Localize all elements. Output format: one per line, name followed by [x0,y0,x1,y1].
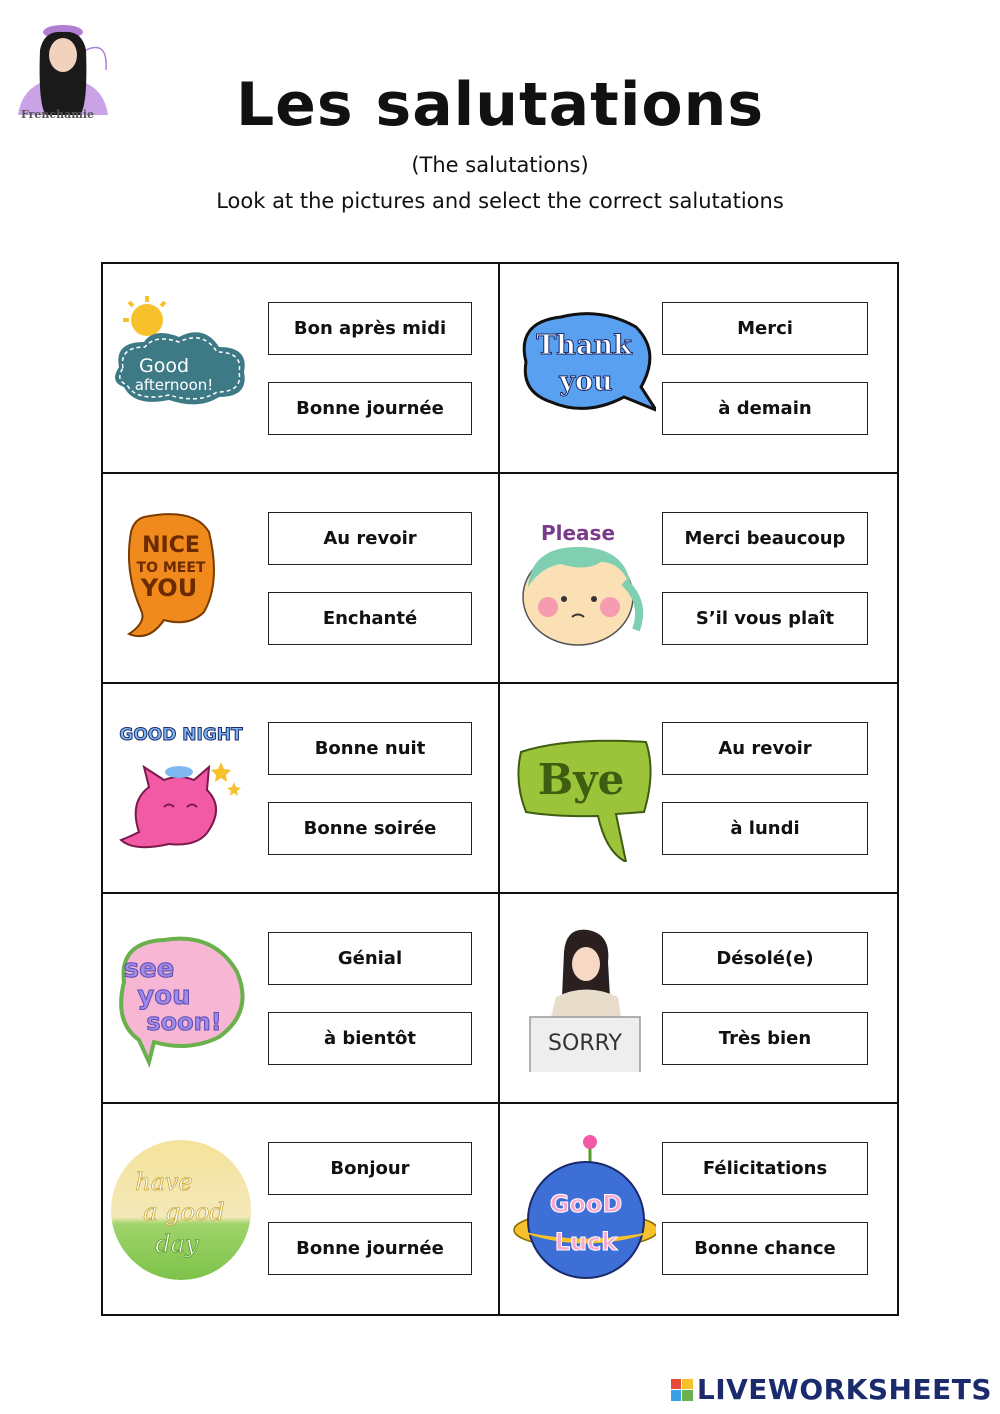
answer-option[interactable]: à demain [662,382,868,435]
sticker-text: Thank [536,330,632,361]
good-afternoon-sticker [109,292,259,442]
bye-sticker [506,712,656,862]
good-night-sticker [109,712,259,862]
sticker-text: YOU [140,574,198,602]
answer-option[interactable]: Bonne chance [662,1222,868,1275]
exercise-cell [103,474,500,684]
sticker-text: Please [540,521,616,545]
answer-option[interactable]: Félicitations [662,1142,868,1195]
answer-option[interactable]: Bon après midi [268,302,472,355]
see-you-soon-sticker [109,922,259,1072]
answer-option[interactable]: Génial [268,932,472,985]
have-a-good-day-sticker [109,1132,259,1282]
exercise-cell [103,264,500,474]
please-sticker [506,502,656,652]
good-luck-sticker [506,1132,656,1282]
sticker-text: Good [138,355,190,377]
answer-option[interactable]: Merci [662,302,868,355]
exercise-grid [101,262,899,1316]
sticker-text: SORRY [548,1031,622,1056]
sticker-text: GOOD NIGHT [119,725,243,745]
sticker-text: you [559,366,613,397]
sticker-text: afternoon! [134,376,214,394]
answer-option[interactable]: Merci beaucoup [662,512,868,565]
sticker-text: TO MEET [136,560,206,576]
sticker-text: Bye [537,755,625,804]
page-title: Les salutations [235,70,765,140]
sticker-text: a good [143,1198,225,1226]
answer-option[interactable]: Bonne nuit [268,722,472,775]
sorry-sticker [506,922,656,1072]
answer-option[interactable]: Au revoir [662,722,868,775]
exercise-cell [500,264,897,474]
answer-option[interactable]: à lundi [662,802,868,855]
answer-option[interactable]: S’il vous plaît [662,592,868,645]
answer-option[interactable]: Bonne journée [268,1222,472,1275]
answer-option[interactable]: Bonjour [268,1142,472,1195]
answer-option[interactable]: Enchanté [268,592,472,645]
thank-you-sticker [506,292,656,442]
liveworksheets-label: LIVEWORKSHEETS [696,1373,992,1406]
answer-option[interactable]: à bientôt [268,1012,472,1065]
instructions: Look at the pictures and select the correct salutations [216,189,784,213]
answer-option[interactable]: Bonne journée [268,382,472,435]
nice-to-meet-you-sticker [109,502,259,652]
sticker-text: have [135,1168,193,1196]
logo-label: Frenchamie [20,108,95,121]
sticker-text: NICE [142,533,200,558]
sticker-text: you [137,981,191,1011]
answer-option[interactable]: Au revoir [268,512,472,565]
exercise-cell [500,684,897,894]
exercise-cell [103,1104,500,1314]
sticker-text: see [123,954,175,984]
page-subtitle: (The salutations) [411,153,589,177]
answer-option[interactable]: Désolé(e) [662,932,868,985]
exercise-cell [103,894,500,1104]
sticker-text: day [155,1230,199,1258]
sticker-text: Luck [554,1228,618,1256]
sticker-text: soon! [146,1008,222,1036]
answer-option[interactable]: Bonne soirée [268,802,472,855]
sticker-text: GooD [549,1190,623,1218]
answer-option[interactable]: Très bien [662,1012,868,1065]
exercise-cell [500,1104,897,1314]
exercise-cell [500,894,897,1104]
liveworksheets-icon [671,1379,693,1401]
liveworksheets-brand [671,1373,992,1406]
exercise-cell [103,684,500,894]
exercise-cell [500,474,897,684]
